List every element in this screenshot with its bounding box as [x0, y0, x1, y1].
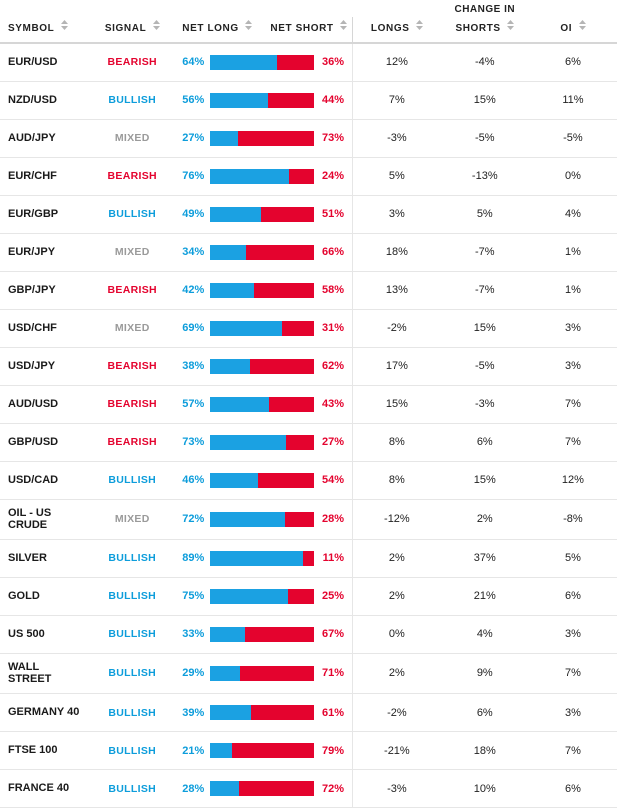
stacked-bar [210, 627, 314, 642]
net-long-value: 56% [182, 94, 205, 106]
cell-change-longs: -3% [353, 119, 441, 157]
cell-change-longs: 7% [353, 81, 441, 119]
cell-change-shorts: 9% [476, 667, 493, 680]
cell-sentiment-bar [176, 195, 352, 233]
cell-change-oi: 3% [564, 322, 581, 334]
bar-segment-short [251, 705, 314, 720]
cell-symbol: US 500 [8, 627, 45, 640]
net-short-value: 31% [322, 322, 345, 334]
cell-symbol: AUD/USD [8, 397, 59, 410]
sort-icon[interactable] [153, 20, 160, 30]
column-header-net-short[interactable] [264, 17, 352, 43]
bar-segment-long [210, 169, 289, 184]
stacked-bar [210, 435, 314, 450]
bar-segment-short [240, 666, 314, 681]
sort-icon[interactable] [61, 20, 68, 30]
bar-segment-short [245, 627, 315, 642]
cell-signal: BULLISH [108, 552, 157, 565]
change-in-group-label: CHANGE IN [454, 4, 516, 15]
column-header-symbol[interactable] [0, 17, 88, 43]
bar-segment-short [289, 169, 314, 184]
cell-change-oi: 0% [564, 170, 581, 182]
cell-sentiment-bar [176, 43, 352, 81]
cell-change-longs: 15% [353, 385, 441, 423]
cell-sentiment-bar [176, 461, 352, 499]
net-long-value: 29% [182, 667, 205, 680]
cell-sentiment-bar [176, 119, 352, 157]
cell-change-shorts: 37% [473, 552, 496, 565]
column-header-net-long[interactable] [176, 17, 264, 43]
bar-segment-long [210, 435, 286, 450]
cell-change-longs: 12% [353, 43, 441, 81]
net-short-value: 67% [322, 628, 345, 641]
cell-change-shorts: -4% [474, 56, 495, 69]
bar-segment-long [210, 666, 240, 681]
cell-change-longs: -21% [353, 732, 441, 770]
cell-change-oi: 3% [564, 360, 581, 372]
cell-symbol: NZD/USD [8, 93, 57, 106]
table-row[interactable] [0, 770, 617, 808]
cell-signal: BULLISH [108, 782, 157, 795]
bar-segment-long [210, 245, 245, 260]
net-short-value: 11% [322, 552, 345, 565]
cell-change-oi: 11% [562, 94, 584, 106]
net-short-value: 66% [322, 246, 345, 258]
sentiment-bar-wrap [176, 93, 352, 108]
stacked-bar [210, 169, 314, 184]
cell-symbol: GOLD [8, 589, 40, 602]
cell-sentiment-bar [176, 615, 352, 653]
sentiment-bar-wrap [176, 359, 352, 374]
cell-change-shorts: 4% [476, 628, 493, 641]
table-row[interactable] [0, 539, 617, 577]
cell-symbol: GBP/USD [8, 435, 59, 448]
net-short-value: 71% [322, 667, 345, 680]
net-short-value: 44% [322, 94, 345, 106]
bar-segment-long [210, 55, 276, 70]
sentiment-bar-wrap [176, 589, 352, 604]
cell-sentiment-bar [176, 347, 352, 385]
cell-sentiment-bar [176, 423, 352, 461]
sentiment-bar-wrap [176, 245, 352, 260]
column-header-symbol-label: SYMBOL [8, 23, 55, 34]
group-header-spacer [0, 0, 353, 17]
table-row[interactable] [0, 615, 617, 653]
bar-segment-long [210, 473, 258, 488]
table-row[interactable] [0, 81, 617, 119]
bar-segment-long [210, 627, 244, 642]
cell-change-longs: 2% [353, 539, 441, 577]
cell-change-shorts: 6% [476, 706, 493, 719]
cell-symbol: EUR/JPY [8, 245, 56, 258]
cell-change-oi: 1% [564, 284, 581, 296]
table-row[interactable] [0, 309, 617, 347]
sentiment-bar-wrap [176, 627, 352, 642]
table-row[interactable] [0, 732, 617, 770]
cell-sentiment-bar [176, 385, 352, 423]
net-long-value: 33% [182, 628, 205, 641]
stacked-bar [210, 359, 314, 374]
stacked-bar [210, 55, 314, 70]
net-long-value: 46% [182, 474, 205, 486]
cell-symbol: FTSE 100 [8, 744, 58, 757]
cell-change-longs: 0% [353, 615, 441, 653]
bar-segment-long [210, 781, 239, 796]
cell-signal: BEARISH [107, 398, 157, 410]
cell-change-oi: 5% [564, 552, 581, 565]
stacked-bar [210, 321, 314, 336]
cell-symbol: EUR/GBP [8, 207, 59, 220]
cell-sentiment-bar [176, 539, 352, 577]
net-short-value: 51% [322, 208, 345, 220]
cell-change-shorts: 15% [473, 474, 496, 486]
net-long-value: 49% [182, 208, 205, 220]
cell-change-longs: 5% [353, 157, 441, 195]
cell-change-longs: 8% [353, 423, 441, 461]
cell-change-longs: -2% [353, 694, 441, 732]
net-short-value: 58% [322, 284, 345, 296]
cell-change-longs: -2% [353, 309, 441, 347]
cell-change-longs: -3% [353, 770, 441, 808]
net-short-value: 24% [322, 170, 345, 182]
cell-signal: BULLISH [108, 208, 157, 220]
column-header-row [0, 17, 617, 43]
sort-icon[interactable] [340, 20, 347, 30]
net-long-value: 38% [182, 360, 205, 372]
bar-segment-short [288, 589, 314, 604]
net-short-value: 28% [322, 513, 345, 526]
net-long-value: 69% [182, 322, 205, 334]
cell-change-shorts: -7% [474, 284, 495, 296]
stacked-bar [210, 207, 314, 222]
bar-segment-long [210, 131, 238, 146]
cell-signal: MIXED [114, 513, 150, 526]
cell-change-oi: 6% [564, 590, 581, 603]
column-header-oi-label: OI [560, 23, 573, 34]
cell-signal: BULLISH [108, 667, 157, 680]
table-row[interactable] [0, 461, 617, 499]
bar-segment-long [210, 321, 282, 336]
column-header-longs-label: LONGS [370, 23, 410, 34]
cell-symbol: USD/CAD [8, 473, 59, 486]
bar-segment-short [303, 551, 314, 566]
bar-segment-short [277, 55, 314, 70]
table-row[interactable] [0, 499, 617, 539]
cell-sentiment-bar [176, 271, 352, 309]
table-row[interactable] [0, 195, 617, 233]
cell-sentiment-bar [176, 81, 352, 119]
net-long-value: 39% [182, 706, 205, 719]
bar-segment-long [210, 512, 285, 527]
cell-signal: BEARISH [107, 284, 157, 296]
cell-change-shorts: 5% [476, 208, 493, 220]
cell-symbol: EUR/USD [8, 55, 58, 68]
cell-change-shorts: 6% [476, 436, 493, 448]
cell-change-shorts: -7% [474, 246, 495, 258]
cell-change-longs: 8% [353, 461, 441, 499]
column-header-shorts[interactable] [441, 17, 529, 43]
bar-segment-short [258, 473, 314, 488]
column-header-signal[interactable] [88, 17, 176, 43]
cell-sentiment-bar [176, 653, 352, 693]
bar-segment-short [250, 359, 314, 374]
cell-sentiment-bar [176, 770, 352, 808]
cell-change-longs: 17% [353, 347, 441, 385]
sentiment-bar-wrap [176, 55, 352, 70]
sentiment-bar-wrap [176, 705, 352, 720]
cell-change-oi: 3% [564, 628, 581, 641]
table-row[interactable] [0, 653, 617, 693]
bar-segment-long [210, 397, 269, 412]
sentiment-bar-wrap [176, 435, 352, 450]
table-row[interactable] [0, 157, 617, 195]
cell-signal: MIXED [114, 132, 150, 144]
cell-signal: MIXED [114, 322, 150, 334]
column-header-signal-label: SIGNAL [104, 23, 147, 34]
cell-sentiment-bar [176, 233, 352, 271]
bar-segment-short [254, 283, 314, 298]
bar-segment-short [246, 245, 314, 260]
cell-change-longs: -12% [353, 499, 441, 539]
cell-change-longs: 2% [353, 577, 441, 615]
bar-segment-short [268, 93, 314, 108]
bar-segment-long [210, 283, 254, 298]
sort-icon[interactable] [416, 20, 423, 30]
net-long-value: 57% [182, 398, 205, 410]
bar-segment-short [239, 781, 314, 796]
sentiment-bar-wrap [176, 512, 352, 527]
net-short-value: 25% [322, 590, 345, 603]
cell-change-longs: 2% [353, 653, 441, 693]
bar-segment-long [210, 93, 268, 108]
cell-signal: BULLISH [108, 94, 157, 106]
sentiment-bar-wrap [176, 551, 352, 566]
cell-change-oi: 3% [564, 706, 581, 719]
stacked-bar [210, 705, 314, 720]
stacked-bar [210, 743, 314, 758]
cell-symbol: GBP/JPY [8, 283, 56, 296]
cell-change-shorts: 2% [476, 513, 493, 526]
cell-change-oi: 7% [564, 744, 581, 757]
stacked-bar [210, 666, 314, 681]
stacked-bar [210, 473, 314, 488]
net-short-value: 62% [322, 360, 345, 372]
cell-sentiment-bar [176, 309, 352, 347]
table-row[interactable] [0, 694, 617, 732]
table-body [0, 43, 617, 808]
cell-change-shorts: -13% [471, 170, 498, 182]
cell-symbol: WALL STREET [8, 660, 52, 686]
net-long-value: 27% [182, 132, 205, 144]
group-header-row [0, 0, 617, 17]
stacked-bar [210, 93, 314, 108]
bar-segment-long [210, 359, 249, 374]
stacked-bar [210, 781, 314, 796]
cell-signal: BULLISH [108, 590, 157, 603]
net-long-value: 75% [182, 590, 205, 603]
bar-segment-short [282, 321, 314, 336]
sentiment-bar-wrap [176, 781, 352, 796]
sort-icon[interactable] [245, 20, 252, 30]
bar-segment-long [210, 551, 302, 566]
net-short-value: 73% [322, 132, 345, 144]
table-row[interactable] [0, 119, 617, 157]
column-header-net-long-label: NET LONG [182, 23, 239, 34]
net-short-value: 36% [322, 56, 345, 69]
bar-segment-short [286, 435, 314, 450]
cell-symbol: GERMANY 40 [8, 706, 80, 719]
cell-sentiment-bar [176, 577, 352, 615]
table-row[interactable] [0, 423, 617, 461]
sentiment-bar-wrap [176, 169, 352, 184]
cell-sentiment-bar [176, 694, 352, 732]
cell-symbol: USD/JPY [8, 359, 56, 372]
cell-sentiment-bar [176, 499, 352, 539]
cell-sentiment-bar [176, 732, 352, 770]
sentiment-bar-wrap [176, 321, 352, 336]
cell-change-shorts: 21% [473, 590, 496, 603]
column-header-net-short-label: NET SHORT [270, 23, 334, 34]
stacked-bar [210, 283, 314, 298]
column-header-shorts-label: SHORTS [455, 23, 501, 34]
net-short-value: 79% [322, 744, 345, 757]
cell-change-longs: 3% [353, 195, 441, 233]
column-header-oi[interactable] [529, 17, 617, 43]
cell-symbol: EUR/CHF [8, 169, 57, 182]
cell-symbol: AUD/JPY [8, 131, 56, 144]
cell-signal: BULLISH [108, 628, 157, 641]
cell-signal: BULLISH [108, 474, 157, 486]
net-long-value: 73% [182, 436, 205, 448]
cell-change-oi: -5% [563, 132, 583, 144]
bar-segment-long [210, 705, 250, 720]
cell-signal: BEARISH [107, 436, 157, 448]
bar-segment-short [261, 207, 314, 222]
bar-segment-short [285, 512, 314, 527]
sentiment-bar-wrap [176, 283, 352, 298]
net-long-value: 72% [182, 513, 205, 526]
table-row[interactable] [0, 347, 617, 385]
cell-change-oi: 4% [564, 208, 581, 220]
net-short-value: 72% [322, 782, 345, 795]
cell-change-oi: 7% [564, 436, 581, 448]
bar-segment-short [232, 743, 314, 758]
cell-change-shorts: 10% [473, 782, 496, 795]
stacked-bar [210, 551, 314, 566]
table-row[interactable] [0, 271, 617, 309]
table-row[interactable] [0, 43, 617, 81]
sort-icon[interactable] [579, 20, 586, 30]
net-long-value: 28% [182, 782, 205, 795]
cell-symbol: USD/CHF [8, 321, 57, 334]
cell-symbol: SILVER [8, 551, 47, 564]
cell-change-shorts: 15% [473, 322, 496, 334]
table-header [0, 0, 617, 43]
net-long-value: 76% [182, 170, 205, 182]
bar-segment-long [210, 207, 261, 222]
table-row[interactable] [0, 233, 617, 271]
net-short-value: 27% [322, 436, 345, 448]
net-short-value: 54% [322, 474, 345, 486]
cell-signal: BULLISH [108, 706, 157, 719]
net-long-value: 89% [182, 552, 205, 565]
stacked-bar [210, 131, 314, 146]
sentiment-bar-wrap [176, 397, 352, 412]
column-header-longs[interactable] [353, 17, 441, 43]
bar-segment-short [269, 397, 314, 412]
cell-signal: BEARISH [107, 360, 157, 372]
cell-change-oi: 1% [564, 246, 581, 258]
cell-change-longs: 13% [353, 271, 441, 309]
table-row[interactable] [0, 385, 617, 423]
cell-change-shorts: -3% [474, 398, 495, 410]
cell-change-oi: 6% [564, 782, 581, 795]
sentiment-bar-wrap [176, 666, 352, 681]
cell-signal: MIXED [114, 246, 150, 258]
stacked-bar [210, 512, 314, 527]
cell-change-oi: -8% [563, 513, 583, 526]
stacked-bar [210, 245, 314, 260]
cell-signal: BEARISH [107, 56, 157, 69]
bar-segment-long [210, 589, 288, 604]
cell-change-shorts: 15% [473, 94, 496, 106]
sentiment-bar-wrap [176, 743, 352, 758]
stacked-bar [210, 397, 314, 412]
bar-segment-short [238, 131, 314, 146]
sentiment-bar-wrap [176, 131, 352, 146]
cell-change-oi: 12% [561, 474, 584, 486]
bar-segment-long [210, 743, 232, 758]
cell-signal: BEARISH [107, 170, 157, 182]
sort-icon[interactable] [507, 20, 514, 30]
net-short-value: 43% [322, 398, 345, 410]
stacked-bar [210, 589, 314, 604]
cell-change-shorts: -5% [474, 360, 495, 372]
cell-change-oi: 7% [564, 398, 581, 410]
cell-change-oi: 6% [564, 56, 581, 69]
cell-change-oi: 7% [564, 667, 581, 680]
cell-symbol: FRANCE 40 [8, 782, 70, 795]
cell-change-shorts: 18% [473, 744, 496, 757]
net-short-value: 61% [322, 706, 345, 719]
sentiment-bar-wrap [176, 473, 352, 488]
cell-symbol: OIL - US CRUDE [8, 506, 52, 532]
cell-sentiment-bar [176, 157, 352, 195]
cell-signal: BULLISH [108, 744, 157, 757]
sentiment-bar-wrap [176, 207, 352, 222]
table-row[interactable] [0, 577, 617, 615]
cell-change-longs: 18% [353, 233, 441, 271]
net-long-value: 21% [182, 744, 205, 757]
net-long-value: 42% [182, 284, 205, 296]
net-long-value: 34% [182, 246, 205, 258]
cell-change-shorts: -5% [474, 132, 495, 144]
net-long-value: 64% [182, 56, 205, 69]
